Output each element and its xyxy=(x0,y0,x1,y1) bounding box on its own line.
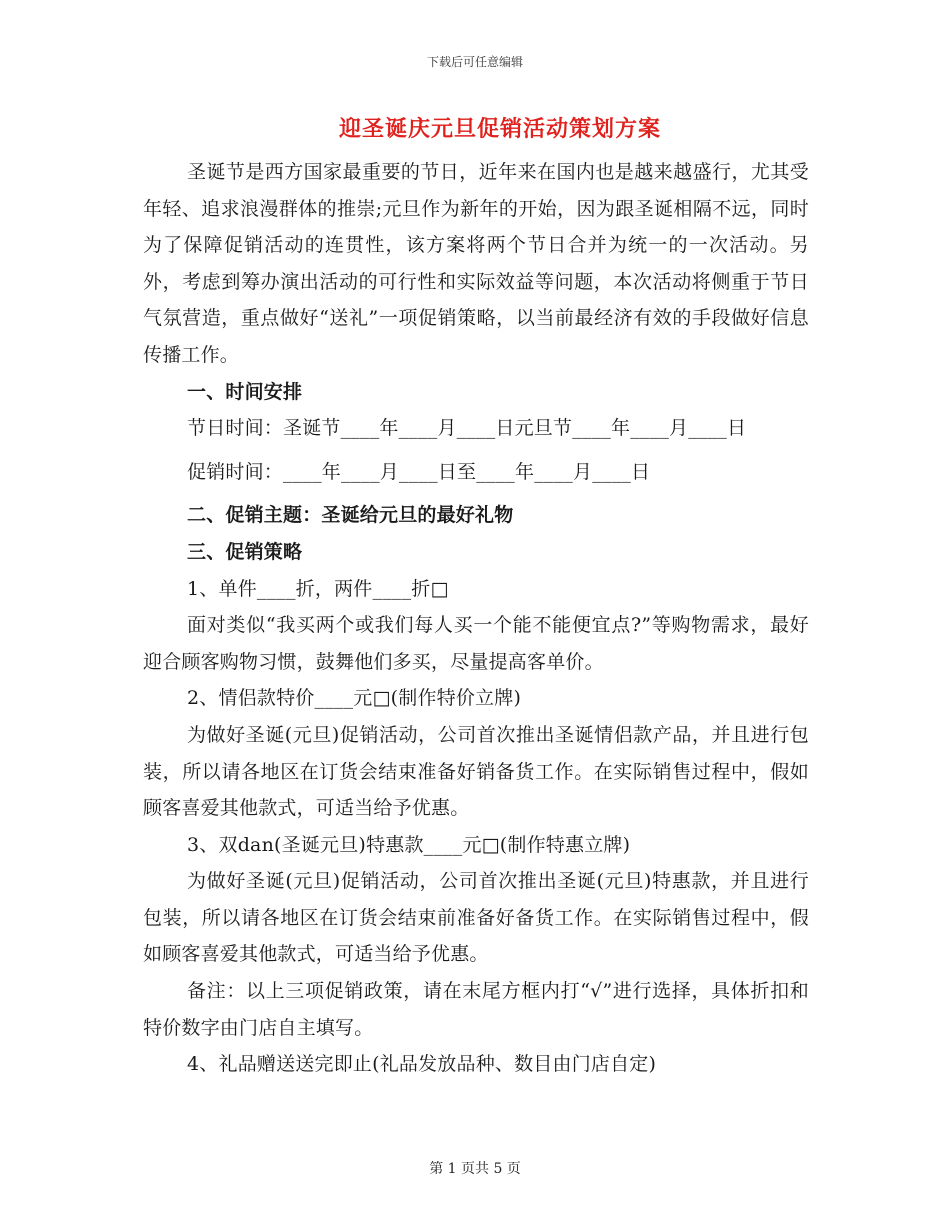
section-heading-strategy: 三、促销策略 xyxy=(187,540,303,563)
holiday-dates: 节日时间：圣诞节____年____月____日元旦节____年____月____日 xyxy=(187,417,747,440)
section-heading-theme: 二、促销主题：圣诞给元旦的最好礼物 xyxy=(187,504,514,527)
strategy-item-1: 1、单件____折，两件____折□ xyxy=(187,577,449,600)
strategy-item-2-desc: 为做好圣诞(元旦)促销活动，公司首次推出圣诞情侣款产品，并且进行包装，所以请各地区在订货会结束准备好销备货工作。在实际销售过程中，假如顾客喜爱其他款式，可适当给予优惠。 xyxy=(143,723,809,820)
strategy-item-4: 4、礼品赠送送完即止(礼品发放品种、数目由门店自定) xyxy=(187,1053,657,1076)
document-title: 迎圣诞庆元旦促销活动策划方案 xyxy=(338,116,661,142)
intro-paragraph: 圣诞节是西方国家最重要的节日，近年来在国内也是越来越盛行，尤其受年轻、追求浪漫群体的推崇;元旦作为新年的开始，因为跟圣诞相隔不远，同时为了保障促销活动的连贯性，该方案将两个节日合并为统一的一次活动。另外，考虑到筹办演出活动的可行性和实际效益等问题，本次活动将侧重于节日气氛营造，重点做好“送礼”一项促销策略，以当前最经济有效的手段做好信息传播工作。 xyxy=(143,161,809,366)
document-body xyxy=(143,154,809,1083)
section-heading-schedule: 一、时间安排 xyxy=(187,380,303,403)
strategy-item-1-desc: 面对类似“我买两个或我们每人买一个能不能便宜点?”等购物需求，最好迎合顾客购物习惯，鼓舞他们多买，尽量提高客单价。 xyxy=(143,614,809,673)
strategy-item-2: 2、情侣款特价____元□(制作特价立牌) xyxy=(187,687,522,710)
remark-paragraph: 备注：以上三项促销政策，请在末尾方框内打“√”进行选择，具体折扣和特价数字由门店自主填写。 xyxy=(143,980,809,1039)
strategy-item-3-desc: 为做好圣诞(元旦)促销活动，公司首次推出圣诞(元旦)特惠款，并且进行包装，所以请各地区在订货会结束前准备好备货工作。在实际销售过程中，假如顾客喜爱其他款式，可适当给予优惠。 xyxy=(143,870,809,966)
page-footer: 第 1 页共 5 页 xyxy=(429,1161,521,1177)
strategy-item-3: 3、双dan(圣诞元旦)特惠款____元□(制作特惠立牌) xyxy=(187,833,631,856)
promotion-dates: 促销时间：____年____月____日至____年____月____日 xyxy=(187,460,651,483)
header-note: 下载后可任意编辑 xyxy=(426,55,523,69)
